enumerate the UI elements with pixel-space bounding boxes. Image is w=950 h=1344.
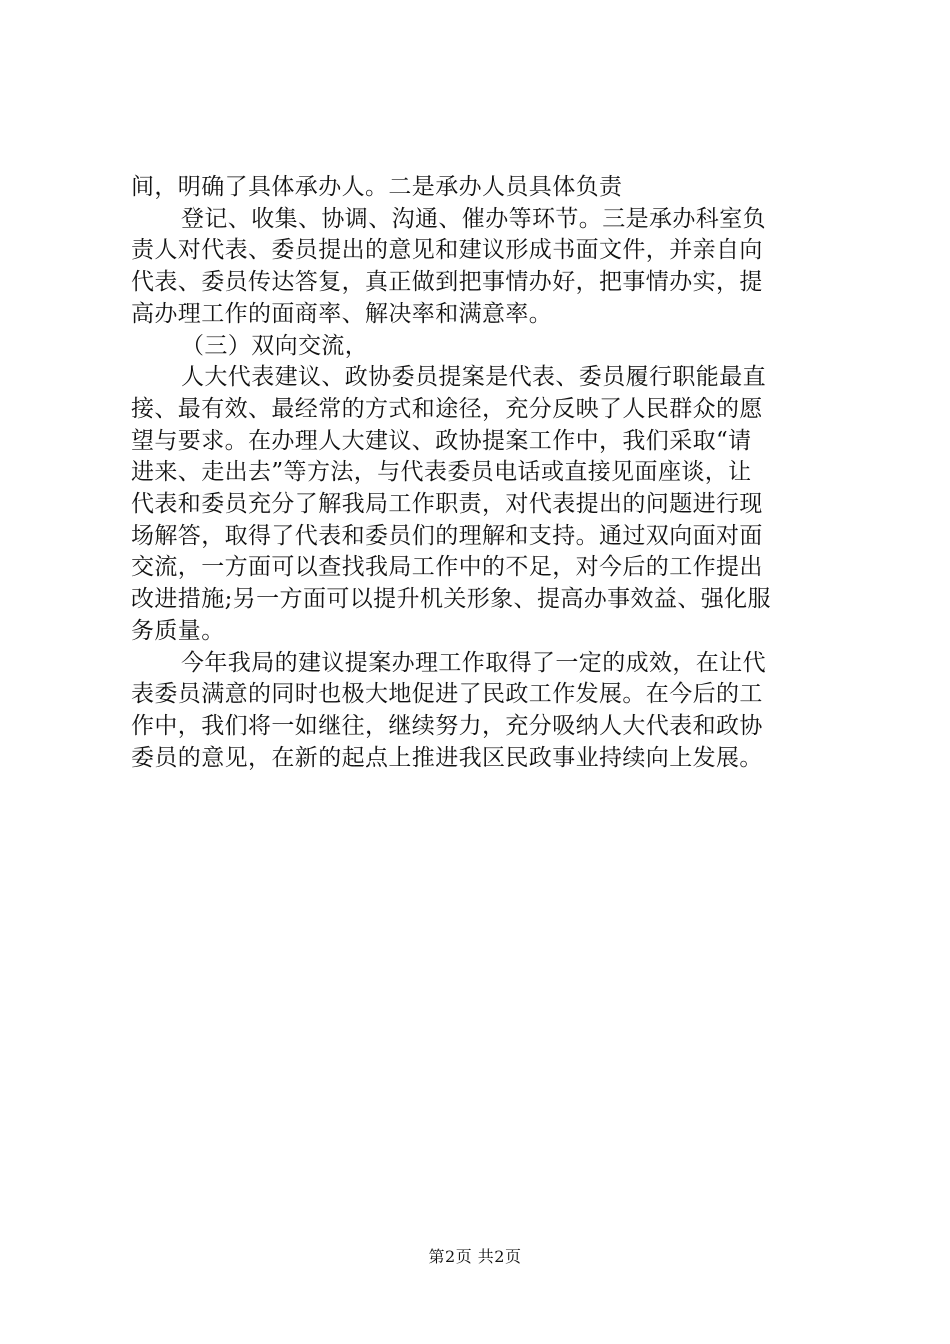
text-line: 改进措施;另一方面可以提升机关形象、提高办事效益、强化服 bbox=[131, 586, 771, 613]
text-line: 今年我局的建议提案办理工作取得了一定的成效，在让代 bbox=[181, 649, 766, 676]
text-line: 人大代表建议、政协委员提案是代表、委员履行职能最直 bbox=[181, 364, 766, 391]
text-line: 作中，我们将一如继往，继续努力，充分吸纳人大代表和政协 bbox=[131, 712, 763, 739]
text-line: 责人对代表、委员提出的意见和建议形成书面文件，并亲自向 bbox=[131, 237, 763, 264]
text-line: 间，明确了具体承办人。二是承办人员具体负责 bbox=[131, 174, 623, 200]
text-line: 代表和委员充分了解我局工作职责，对代表提出的问题进行现 bbox=[131, 491, 763, 518]
text-line: 进来、走出去”等方法，与代表委员电话或直接见面座谈，让 bbox=[131, 459, 752, 486]
text-line: 接、最有效、最经常的方式和途径，充分反映了人民群众的愿 bbox=[131, 395, 763, 422]
text-line: 委员的意见，在新的起点上推进我区民政事业持续向上发展。 bbox=[131, 744, 763, 771]
page-footer bbox=[0, 1244, 950, 1267]
text-line: 表委员满意的同时也极大地促进了民政工作发展。在今后的工 bbox=[131, 681, 763, 708]
text-line: 代表、委员传达答复，真正做到把事情办好，把事情办实，提 bbox=[131, 269, 763, 296]
section-heading: （三）双向交流， bbox=[181, 332, 369, 359]
text-line: 登记、收集、协调、沟通、催办等环节。三是承办科室负 bbox=[181, 205, 766, 232]
text-line: 交流，一方面可以查找我局工作中的不足，对今后的工作提出 bbox=[131, 554, 763, 581]
text-line: 务质量。 bbox=[131, 617, 225, 644]
document-body bbox=[131, 172, 831, 774]
text-line: 高办理工作的面商率、解决率和满意率。 bbox=[131, 300, 553, 327]
text-line: 场解答，取得了代表和委员们的理解和支持。通过双向面对面 bbox=[131, 522, 763, 549]
page-number-label: 第2页 共2页 bbox=[428, 1247, 522, 1266]
text-line: 望与要求。在办理人大建议、政协提案工作中，我们采取“请 bbox=[131, 427, 752, 454]
